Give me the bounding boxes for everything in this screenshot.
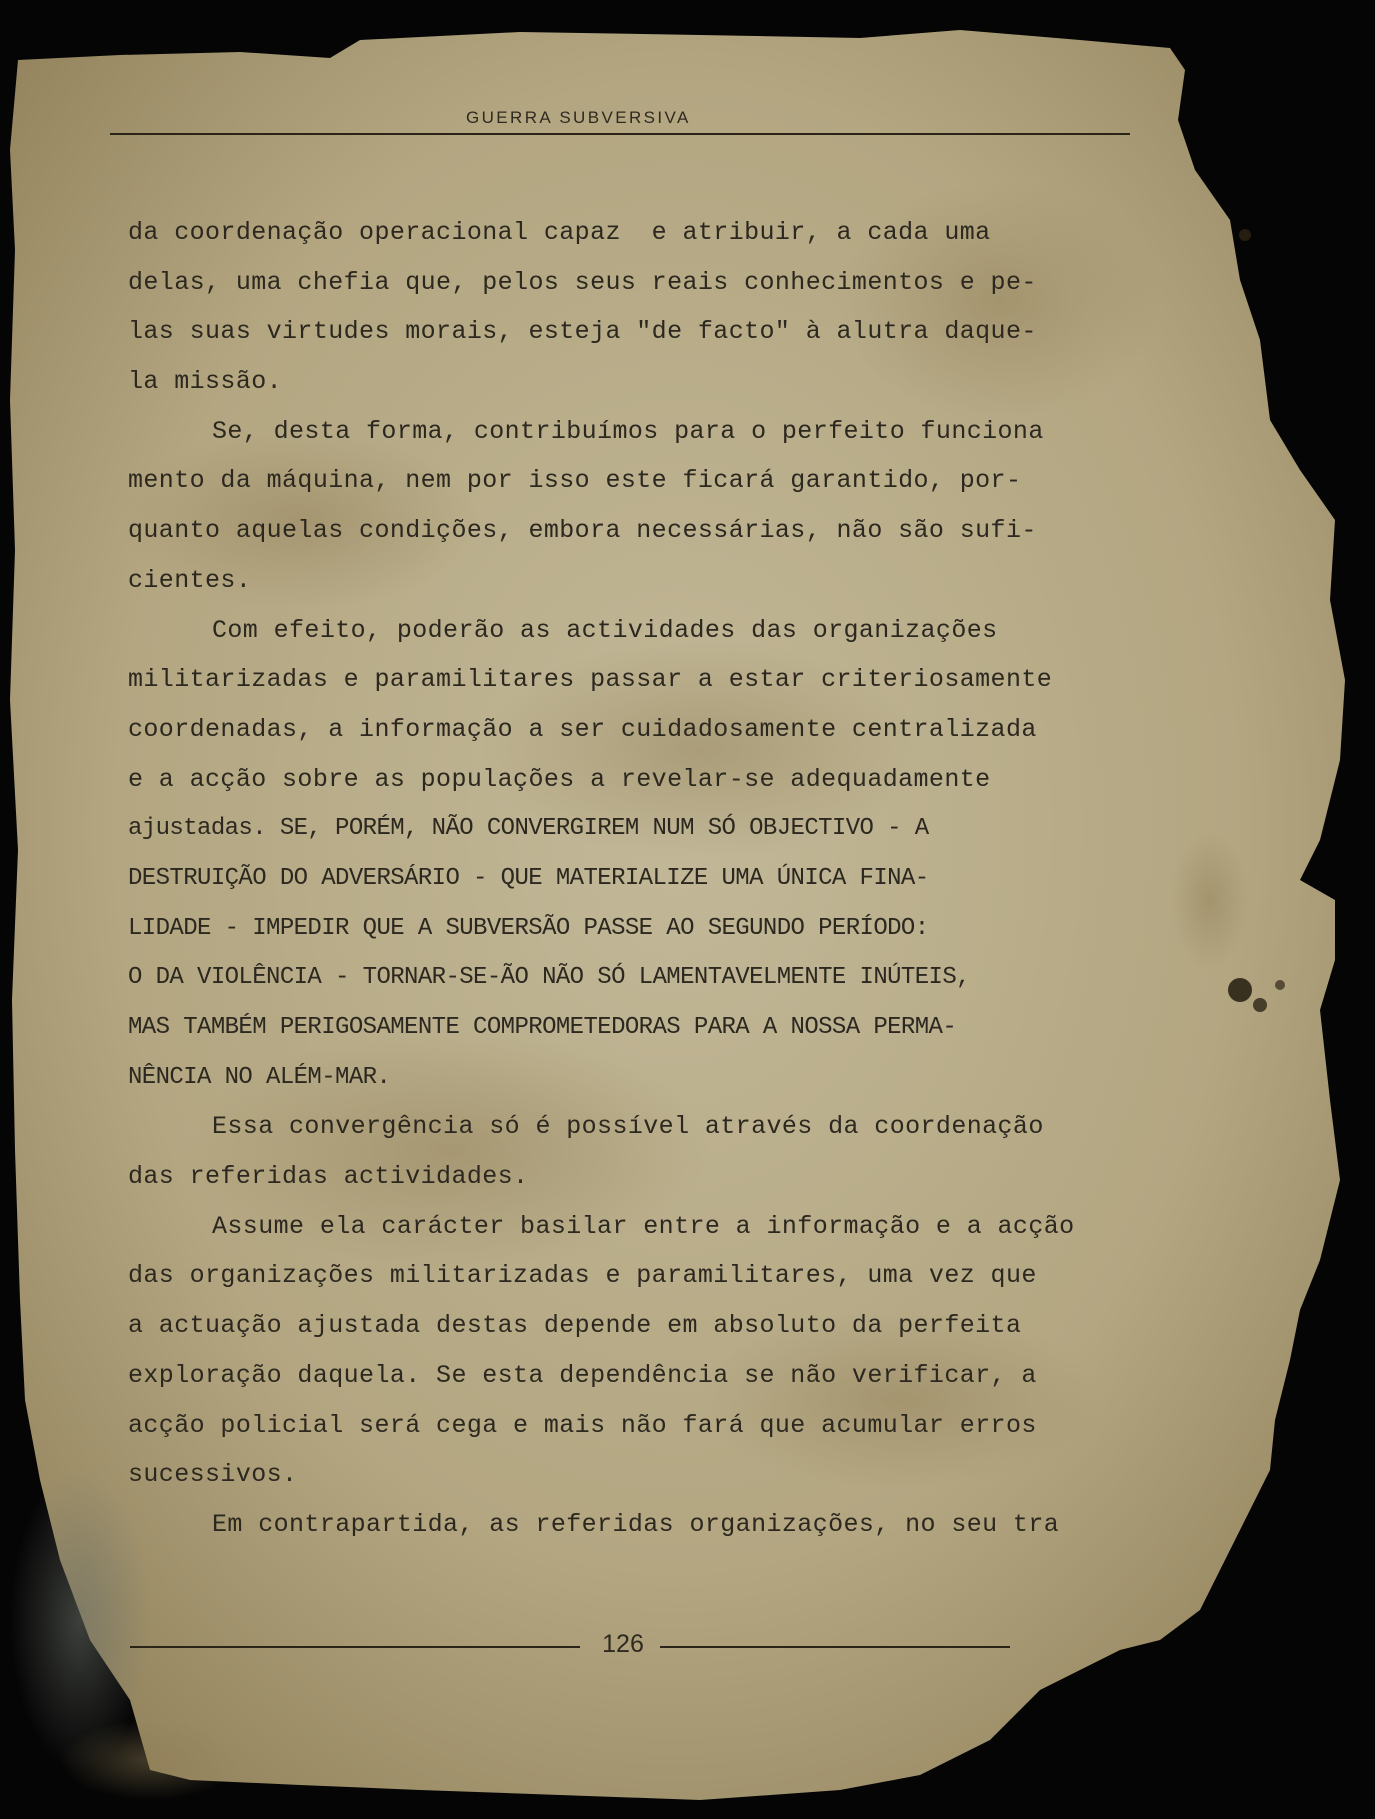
text-line: mento da máquina, nem por isso este ficará garantido, por- [128, 466, 1022, 496]
page-footer [130, 1630, 1010, 1660]
text-line: quanto aquelas condições, embora necessárias, não são sufi- [128, 516, 1037, 546]
running-head: GUERRA SUBVERSIVA [466, 108, 691, 127]
paragraph-start-line: Em contrapartida, as referidas organizações, no seu tra [212, 1509, 1060, 1539]
text-line: da coordenação operacional capaz e atribuir, a cada uma [128, 218, 991, 247]
paragraph-start-line: Com efeito, poderão as actividades das organizações [212, 615, 998, 645]
emphasis-line: ajustadas. SE, PORÉM, NÃO CONVERGIREM NUM SÓ OBJECTIVO - A [128, 815, 929, 843]
text-line: militarizadas e paramilitares passar a estar criteriosamente [128, 665, 1053, 695]
emphasis-line: NÊNCIA NO ALÉM-MAR. [128, 1063, 391, 1091]
emphasis-line: DESTRUIÇÃO DO ADVERSÁRIO - QUE MATERIALIZE UMA ÚNICA FINA- [128, 864, 929, 892]
text-line: delas, uma chefia que, pelos seus reais conhecimentos e pe- [128, 267, 1037, 297]
emphasis-line: LIDADE - IMPEDIR QUE A SUBVERSÃO PASSE AO SEGUNDO PERÍODO: [128, 914, 929, 942]
text-line: sucessivos. [128, 1460, 298, 1490]
text-line: coordenadas, a informação a ser cuidadosamente centralizada [128, 714, 1037, 744]
paragraph-start-line: Assume ela carácter basilar entre a informação e a acção [212, 1211, 1075, 1241]
text-line: acção policial será cega e mais não fará que acumular erros [128, 1410, 1037, 1440]
text-line: cientes. [128, 565, 252, 595]
text-line: las suas virtudes morais, esteja "de facto" à alutra daque- [128, 317, 1037, 347]
text-line: exploração daquela. Se esta dependência se não verificar, a [128, 1360, 1037, 1390]
paragraph-start-line: Essa convergência só é possível através da coordenação [212, 1112, 1044, 1142]
text-line: das referidas actividades. [128, 1162, 529, 1192]
text-line: e a acção sobre as populações a revelar-se adequadamente [128, 764, 991, 794]
emphasis-line: O DA VIOLÊNCIA - TORNAR-SE-ÃO NÃO SÓ LAMENTAVELMENTE INÚTEIS, [128, 964, 970, 992]
text-line: a actuação ajustada destas depende em absoluto da perfeita [128, 1311, 1022, 1341]
emphasis-line: MAS TAMBÉM PERIGOSAMENTE COMPROMETEDORAS PARA A NOSSA PERMA- [128, 1014, 957, 1041]
text-line: das organizações militarizadas e paramilitares, uma vez que [128, 1261, 1037, 1291]
body-text [128, 208, 1138, 1550]
footer-rule-right [660, 1646, 1010, 1648]
text-line: la missão. [128, 367, 283, 397]
page-number: 126 [602, 1630, 644, 1658]
footer-rule-left [130, 1646, 580, 1648]
header-rule [110, 133, 1130, 135]
paragraph-start-line: Se, desta forma, contribuímos para o perfeito funciona [212, 416, 1044, 446]
